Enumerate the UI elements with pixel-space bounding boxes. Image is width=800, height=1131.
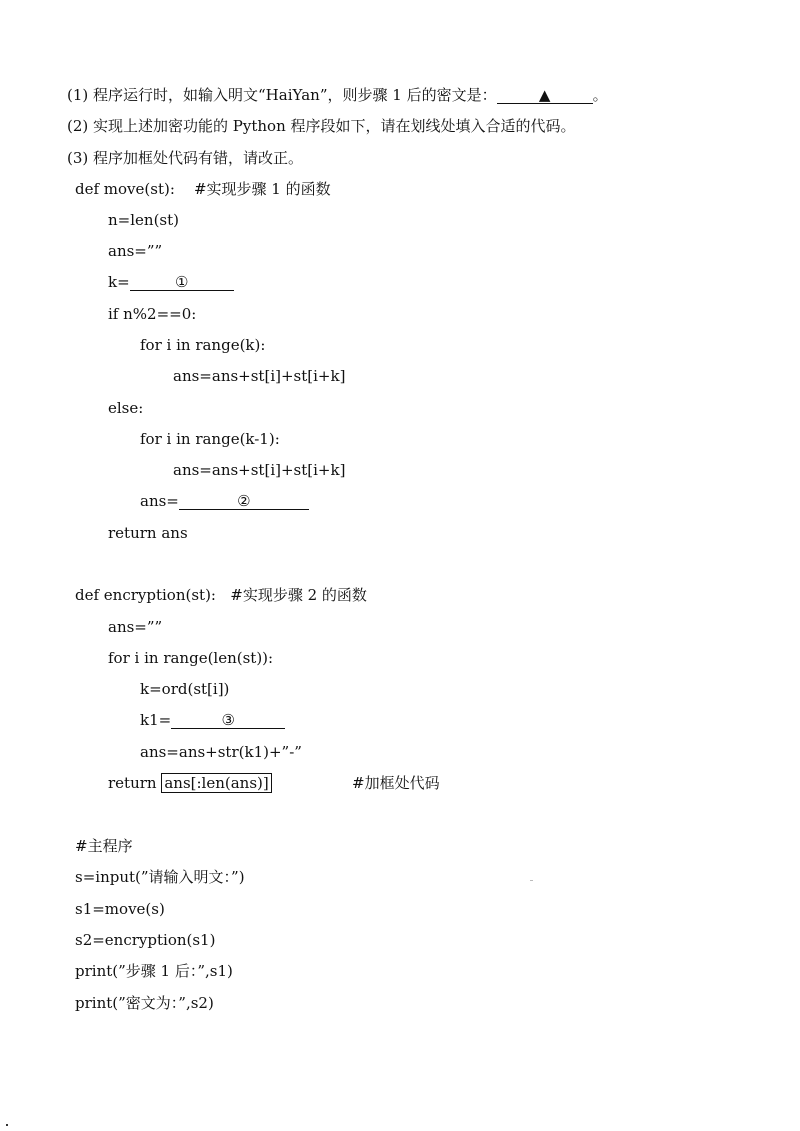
k1-prefix: k1= bbox=[140, 711, 172, 729]
main-comment-line: #主程序 bbox=[75, 837, 133, 855]
k-ord-line: k=ord(st[i]) bbox=[140, 680, 230, 698]
answer-blank-q1 bbox=[497, 85, 593, 104]
ans-add-line-3: ans=ans+str(k1)+”-” bbox=[140, 743, 302, 761]
move-def-line: def move(st): #实现步骤 1 的函数 bbox=[75, 180, 331, 198]
for-range-k-line: for i in range(k): bbox=[140, 336, 266, 354]
boxed-code: ans[:len(ans)] bbox=[161, 773, 271, 793]
print-step1-line: print(”步骤 1 后：”,s1) bbox=[75, 962, 233, 980]
n-len-line: n=len(st) bbox=[108, 211, 179, 229]
blank-1 bbox=[130, 272, 234, 291]
ans-init-line-2: ans=”” bbox=[108, 618, 163, 636]
ans-init-line: ans=”” bbox=[108, 242, 163, 260]
for-range-len-line: for i in range(len(st)): bbox=[108, 649, 274, 667]
scan-dot bbox=[6, 1124, 8, 1126]
question-3: (3) 程序加框处代码有错，请改正。 bbox=[67, 149, 304, 167]
if-line: if n%2==0: bbox=[108, 305, 197, 323]
ans-prefix: ans= bbox=[140, 492, 179, 510]
scan-speck bbox=[530, 880, 533, 881]
blank-2-marker: ② bbox=[237, 492, 251, 510]
blank-1-marker: ① bbox=[174, 273, 189, 291]
return-keyword: return bbox=[108, 774, 162, 792]
k1-assign-line bbox=[140, 710, 285, 730]
blank-2 bbox=[179, 491, 309, 510]
else-line: else: bbox=[108, 399, 144, 417]
boxed-code-comment: #加框处代码 bbox=[352, 774, 440, 792]
question-1-text: (1) 程序运行时，如输入明文“HaiYan”，则步骤 1 后的密文是： bbox=[67, 86, 497, 104]
triangle-marker-icon: ▲ bbox=[538, 86, 551, 104]
for-range-k-minus-1-line: for i in range(k-1): bbox=[140, 430, 280, 448]
return-ans-line: return ans bbox=[108, 524, 188, 542]
ans-add-line-2: ans=ans+st[i]+st[i+k] bbox=[173, 461, 346, 479]
s1-move-line: s1=move(s) bbox=[75, 900, 165, 918]
encryption-def-line: def encryption(st): #实现步骤 2 的函数 bbox=[75, 586, 367, 604]
k-prefix: k= bbox=[108, 273, 130, 291]
question-1-suffix: 。 bbox=[592, 86, 608, 104]
question-1 bbox=[67, 85, 608, 105]
question-2: (2) 实现上述加密功能的 Python 程序段如下，请在划线处填入合适的代码。 bbox=[67, 117, 576, 135]
ans-assign-line bbox=[140, 491, 309, 511]
ans-add-line-1: ans=ans+st[i]+st[i+k] bbox=[173, 367, 346, 385]
blank-3-marker: ③ bbox=[221, 711, 235, 729]
print-cipher-line: print(”密文为：”,s2) bbox=[75, 994, 214, 1012]
input-line: s=input(”请输入明文：”) bbox=[75, 868, 245, 886]
s2-encryption-line: s2=encryption(s1) bbox=[75, 931, 216, 949]
k-assign-line bbox=[108, 272, 234, 292]
return-boxed-line bbox=[108, 773, 272, 793]
blank-3 bbox=[171, 710, 285, 729]
